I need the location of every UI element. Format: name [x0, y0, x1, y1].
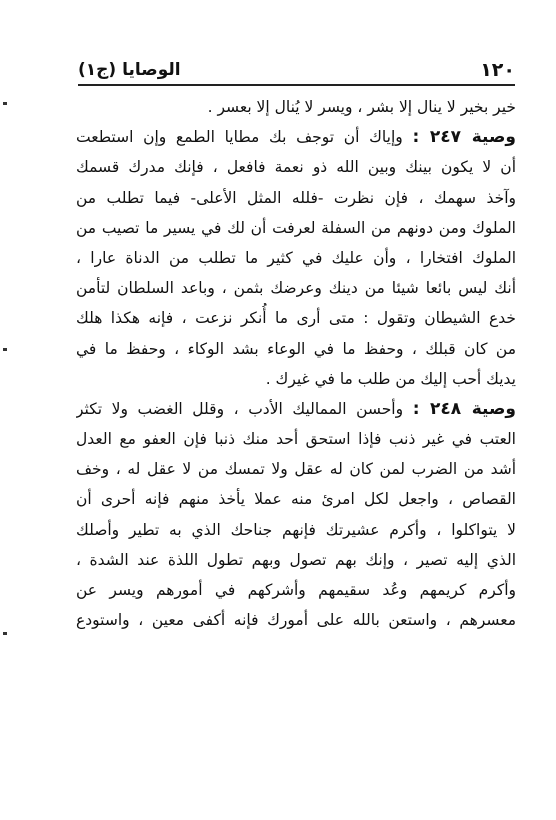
margin-mark	[3, 632, 7, 635]
line-text: وآخذ سهمك ، فإن نظرت -فلله المثل الأعلى- فيما تطلب من	[76, 188, 516, 207]
text-line	[76, 334, 516, 364]
running-title: الوصايا (ج١)	[78, 60, 181, 80]
text-line	[76, 364, 516, 394]
line-text: الملوك افتخارا ، وأن عليك في كثير ما تطلب من الدناة عارا ،	[76, 248, 516, 267]
text-line	[76, 183, 516, 213]
line-text: أنك ليس بائعا شيئا من دينك وعرضك بثمن ، وباعد السلطان لتأمن	[76, 279, 516, 298]
line-text: خدع الشيطان وتقول : متى أرى ما أُنكر نزعت ، فإنه هكذا هلك	[76, 309, 516, 328]
text-line	[76, 484, 516, 514]
line-text: خير بخير لا ينال إلا بشر ، ويسر لا يُنال إلا بعسر .	[207, 98, 516, 116]
line-text: يديك أحب إليك من طلب ما في غيرك .	[265, 369, 516, 388]
page-header	[78, 54, 515, 86]
line-text: الملوك ومن دونهم من السفلة لعرفت أن لك في يسير ما تصيب من	[76, 218, 516, 237]
text-line	[76, 545, 516, 575]
text-line	[76, 243, 516, 273]
advice-heading: وصية ٢٤٨ :	[412, 398, 516, 419]
line-text: وأحسن المماليك الأدب ، وقلل الغضب ولا تكثر	[76, 399, 404, 418]
text-line	[76, 575, 516, 605]
text-line	[76, 515, 516, 545]
line-text: أشد من الضرب لمن كان له عقل ولا تمسك من لا عقل له ، وخف	[76, 460, 516, 479]
text-line	[76, 213, 516, 243]
line-text: الذي إليه تصير ، وإنك بهم تصول وبهم تطول اللذة عند الشدة ،	[76, 550, 516, 569]
margin-mark	[3, 348, 7, 351]
text-line	[76, 273, 516, 303]
advice-heading: وصية ٢٤٧ :	[412, 127, 516, 148]
text-line	[76, 122, 516, 152]
text-line	[76, 394, 516, 424]
line-text: أن لا يكون بينك وبين الله ذو نعمة فافعل ، فإنك مدرك قسمك	[76, 158, 516, 177]
line-text: لا يتواكلوا ، وأكرم عشيرتك فإنهم جناحك الذي به تطير وأصلك	[76, 520, 516, 539]
text-line	[76, 152, 516, 182]
line-text: وإياك أن توجف بك مطايا الطمع وإن استطعت	[76, 128, 403, 147]
page-number: ١٢٠	[480, 59, 515, 81]
text-line	[76, 605, 516, 635]
body-text	[76, 92, 516, 635]
line-text: معسرهم ، واستعن بالله على أمورك فإنه أكفى معين ، واستودع	[76, 611, 516, 630]
line-text: القصاص ، واجعل لكل امرئ منه عملا يأخذ منهم فإنه أحرى أن	[76, 490, 516, 509]
margin-mark	[3, 102, 7, 105]
text-line	[76, 424, 516, 454]
line-text: من كان قبلك ، وحفظ ما في الوعاء بشد الوكاء ، وحفظ ما في	[76, 339, 516, 358]
line-text: وأكرم كريمهم وعُد سقيمهم وأشركهم في أمورهم ويسر عن	[76, 581, 516, 599]
text-line	[76, 454, 516, 484]
line-text: العتب في غير ذنب فإذا استحق أحد منك ذنبا فإن العفو مع العدل	[76, 430, 516, 449]
text-line	[76, 303, 516, 333]
text-line	[76, 92, 516, 122]
